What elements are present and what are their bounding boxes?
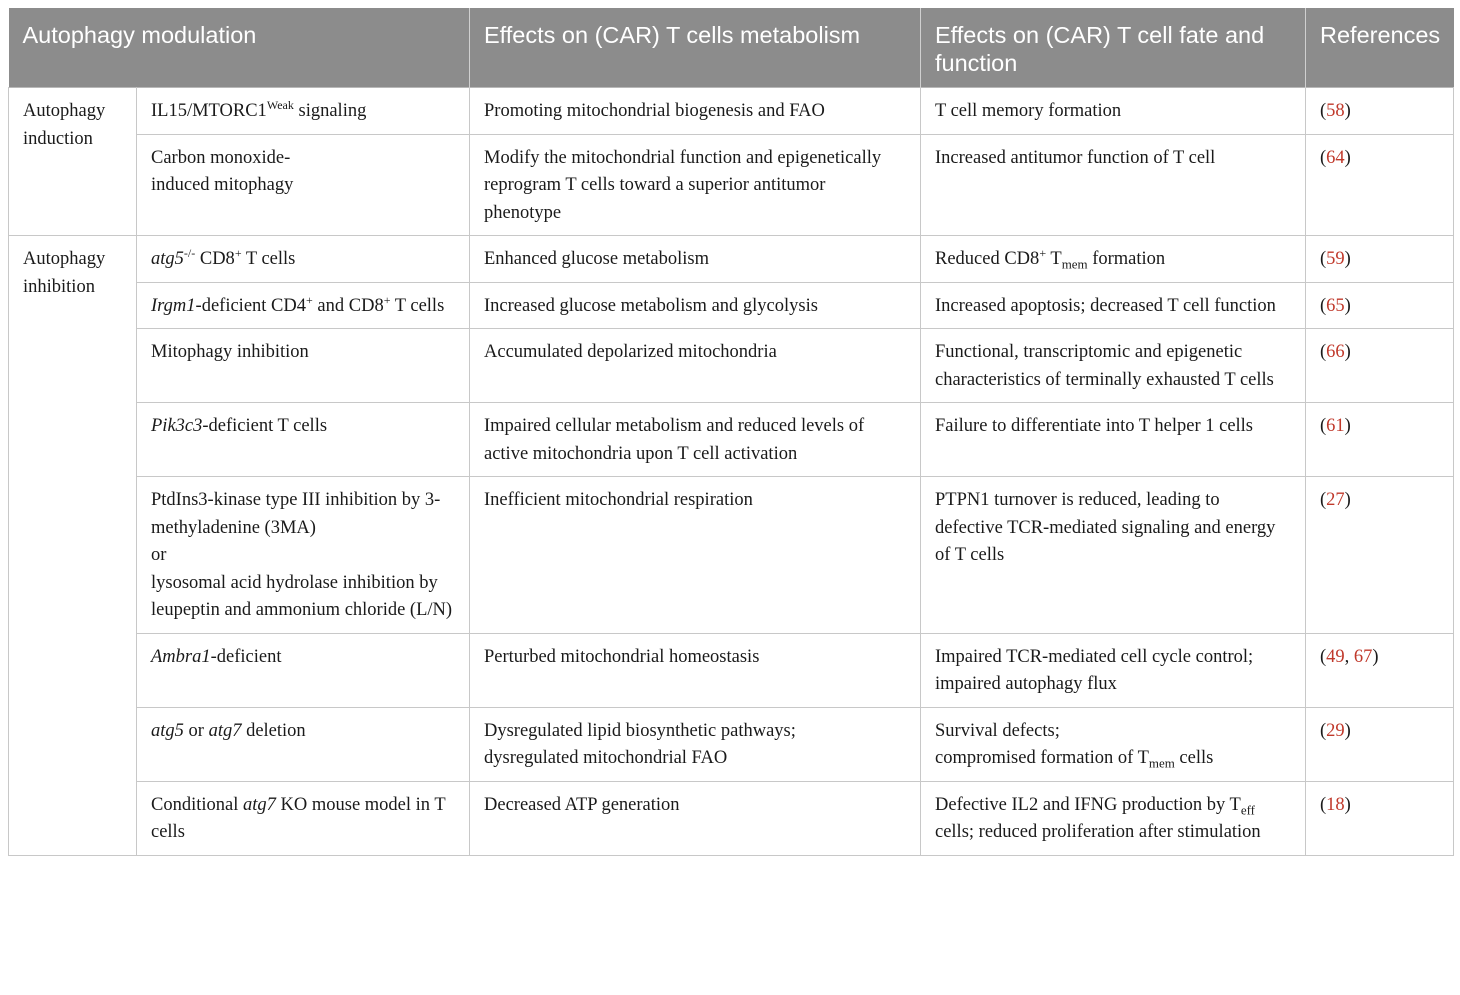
table-row <box>9 236 1454 283</box>
metabolism-cell: Promoting mitochondrial biogenesis and FAO <box>470 88 921 135</box>
modulation-cell: atg5-/- CD8+ T cells <box>137 236 470 283</box>
reference-cell: (27) <box>1306 477 1454 634</box>
modulation-cell: Ambra1-deficient <box>137 633 470 707</box>
reference-link[interactable]: 29 <box>1326 720 1345 741</box>
reference-link[interactable]: 61 <box>1326 416 1345 436</box>
table-row <box>9 781 1454 855</box>
modulation-cell: Carbon monoxide- induced mitophagy <box>137 134 470 236</box>
metabolism-cell: Increased glucose metabolism and glycolysis <box>470 282 921 329</box>
reference-cell: (65) <box>1306 282 1454 329</box>
fate-cell: Failure to differentiate into T helper 1 cells <box>921 403 1306 477</box>
metabolism-cell: Inefficient mitochondrial respiration <box>470 477 921 634</box>
group-label-induction: Autophagy induction <box>9 88 137 236</box>
modulation-cell: $IL15/MTORC1^{Weak}$ signaling <box>137 88 470 135</box>
reference-link[interactable]: 65 <box>1326 295 1345 316</box>
reference-cell: (18) <box>1306 781 1454 855</box>
fate-cell: Increased antitumor function of T cell <box>921 134 1306 236</box>
reference-link[interactable]: 64 <box>1326 147 1345 168</box>
table-row <box>9 477 1454 634</box>
metabolism-cell: Decreased ATP generation <box>470 781 921 855</box>
fate-cell: Impaired TCR-mediated cell cycle control; impaired autophagy flux <box>921 633 1306 707</box>
fate-cell: Survival defects; compromised formation of $T_{mem}$ cells <box>921 707 1306 781</box>
metabolism-cell: Accumulated depolarized mitochondria <box>470 329 921 403</box>
table-row <box>9 329 1454 403</box>
metabolism-cell: Enhanced glucose metabolism <box>470 236 921 283</box>
reference-link[interactable]: 59 <box>1326 249 1345 269</box>
metabolism-cell: Dysregulated lipid biosynthetic pathways; dysregulated mitochondrial FAO <box>470 707 921 781</box>
reference-link[interactable]: 58 <box>1326 101 1345 121</box>
header-fate-function: Effects on (CAR) T cell fate and function <box>921 8 1306 88</box>
fate-cell: T cell memory formation <box>921 88 1306 135</box>
header-row <box>9 8 1454 88</box>
header-references: References <box>1306 8 1454 88</box>
fate-cell: PTPN1 turnover is reduced, leading to defective TCR-mediated signaling and energy of T cells <box>921 477 1306 634</box>
fate-cell: Defective IL2 and IFNG production by $T_{eff}$ cells; reduced proliferation after stimulation <box>921 781 1306 855</box>
reference-link[interactable]: 49 <box>1326 646 1345 667</box>
fate-cell: Reduced CD8+ $T_{mem}$ formation <box>921 236 1306 283</box>
table-row <box>9 282 1454 329</box>
reference-link[interactable]: 18 <box>1326 794 1345 815</box>
table-row <box>9 633 1454 707</box>
reference-link[interactable]: 67 <box>1353 646 1373 667</box>
metabolism-cell: Impaired cellular metabolism and reduced levels of active mitochondria upon T cell activation <box>470 403 921 477</box>
reference-cell: (66) <box>1306 329 1454 403</box>
metabolism-cell: Perturbed mitochondrial homeostasis <box>470 633 921 707</box>
fate-cell: Functional, transcriptomic and epigenetic characteristics of terminally exhausted T cells <box>921 329 1306 403</box>
reference-link[interactable]: 27 <box>1326 490 1345 510</box>
fate-cell: Increased apoptosis; decreased T cell function <box>921 282 1306 329</box>
reference-cell: (29) <box>1306 707 1454 781</box>
metabolism-cell: Modify the mitochondrial function and epigenetically reprogram T cells toward a superior antitumor phenotype <box>470 134 921 236</box>
table-row <box>9 88 1454 135</box>
reference-cell: (58) <box>1306 88 1454 135</box>
reference-cell: (59) <box>1306 236 1454 283</box>
reference-link[interactable]: 66 <box>1326 342 1345 362</box>
group-label-inhibition: Autophagy inhibition <box>9 236 137 856</box>
header-autophagy-modulation: Autophagy modulation <box>9 8 470 88</box>
reference-cell: (49, 67) <box>1306 633 1454 707</box>
reference-cell: (64) <box>1306 134 1454 236</box>
modulation-cell: atg5 or atg7 deletion <box>137 707 470 781</box>
reference-cell: (61) <box>1306 403 1454 477</box>
modulation-cell: Pik3c3-deficient T cells <box>137 403 470 477</box>
table-row <box>9 707 1454 781</box>
header-metabolism: Effects on (CAR) T cells metabolism <box>470 8 921 88</box>
modulation-cell: PtdIns3-kinase type III inhibition by 3-methyladenine (3MA) or lysosomal acid hydrolase inhibition by leupeptin and ammonium chloride (L/N) <box>137 477 470 634</box>
table-row <box>9 403 1454 477</box>
table-row <box>9 134 1454 236</box>
modulation-cell: Irgm1-deficient CD4+ and CD8+ T cells <box>137 282 470 329</box>
autophagy-table <box>8 8 1454 856</box>
modulation-cell: Conditional atg7 KO mouse model in T cells <box>137 781 470 855</box>
modulation-cell: Mitophagy inhibition <box>137 329 470 403</box>
